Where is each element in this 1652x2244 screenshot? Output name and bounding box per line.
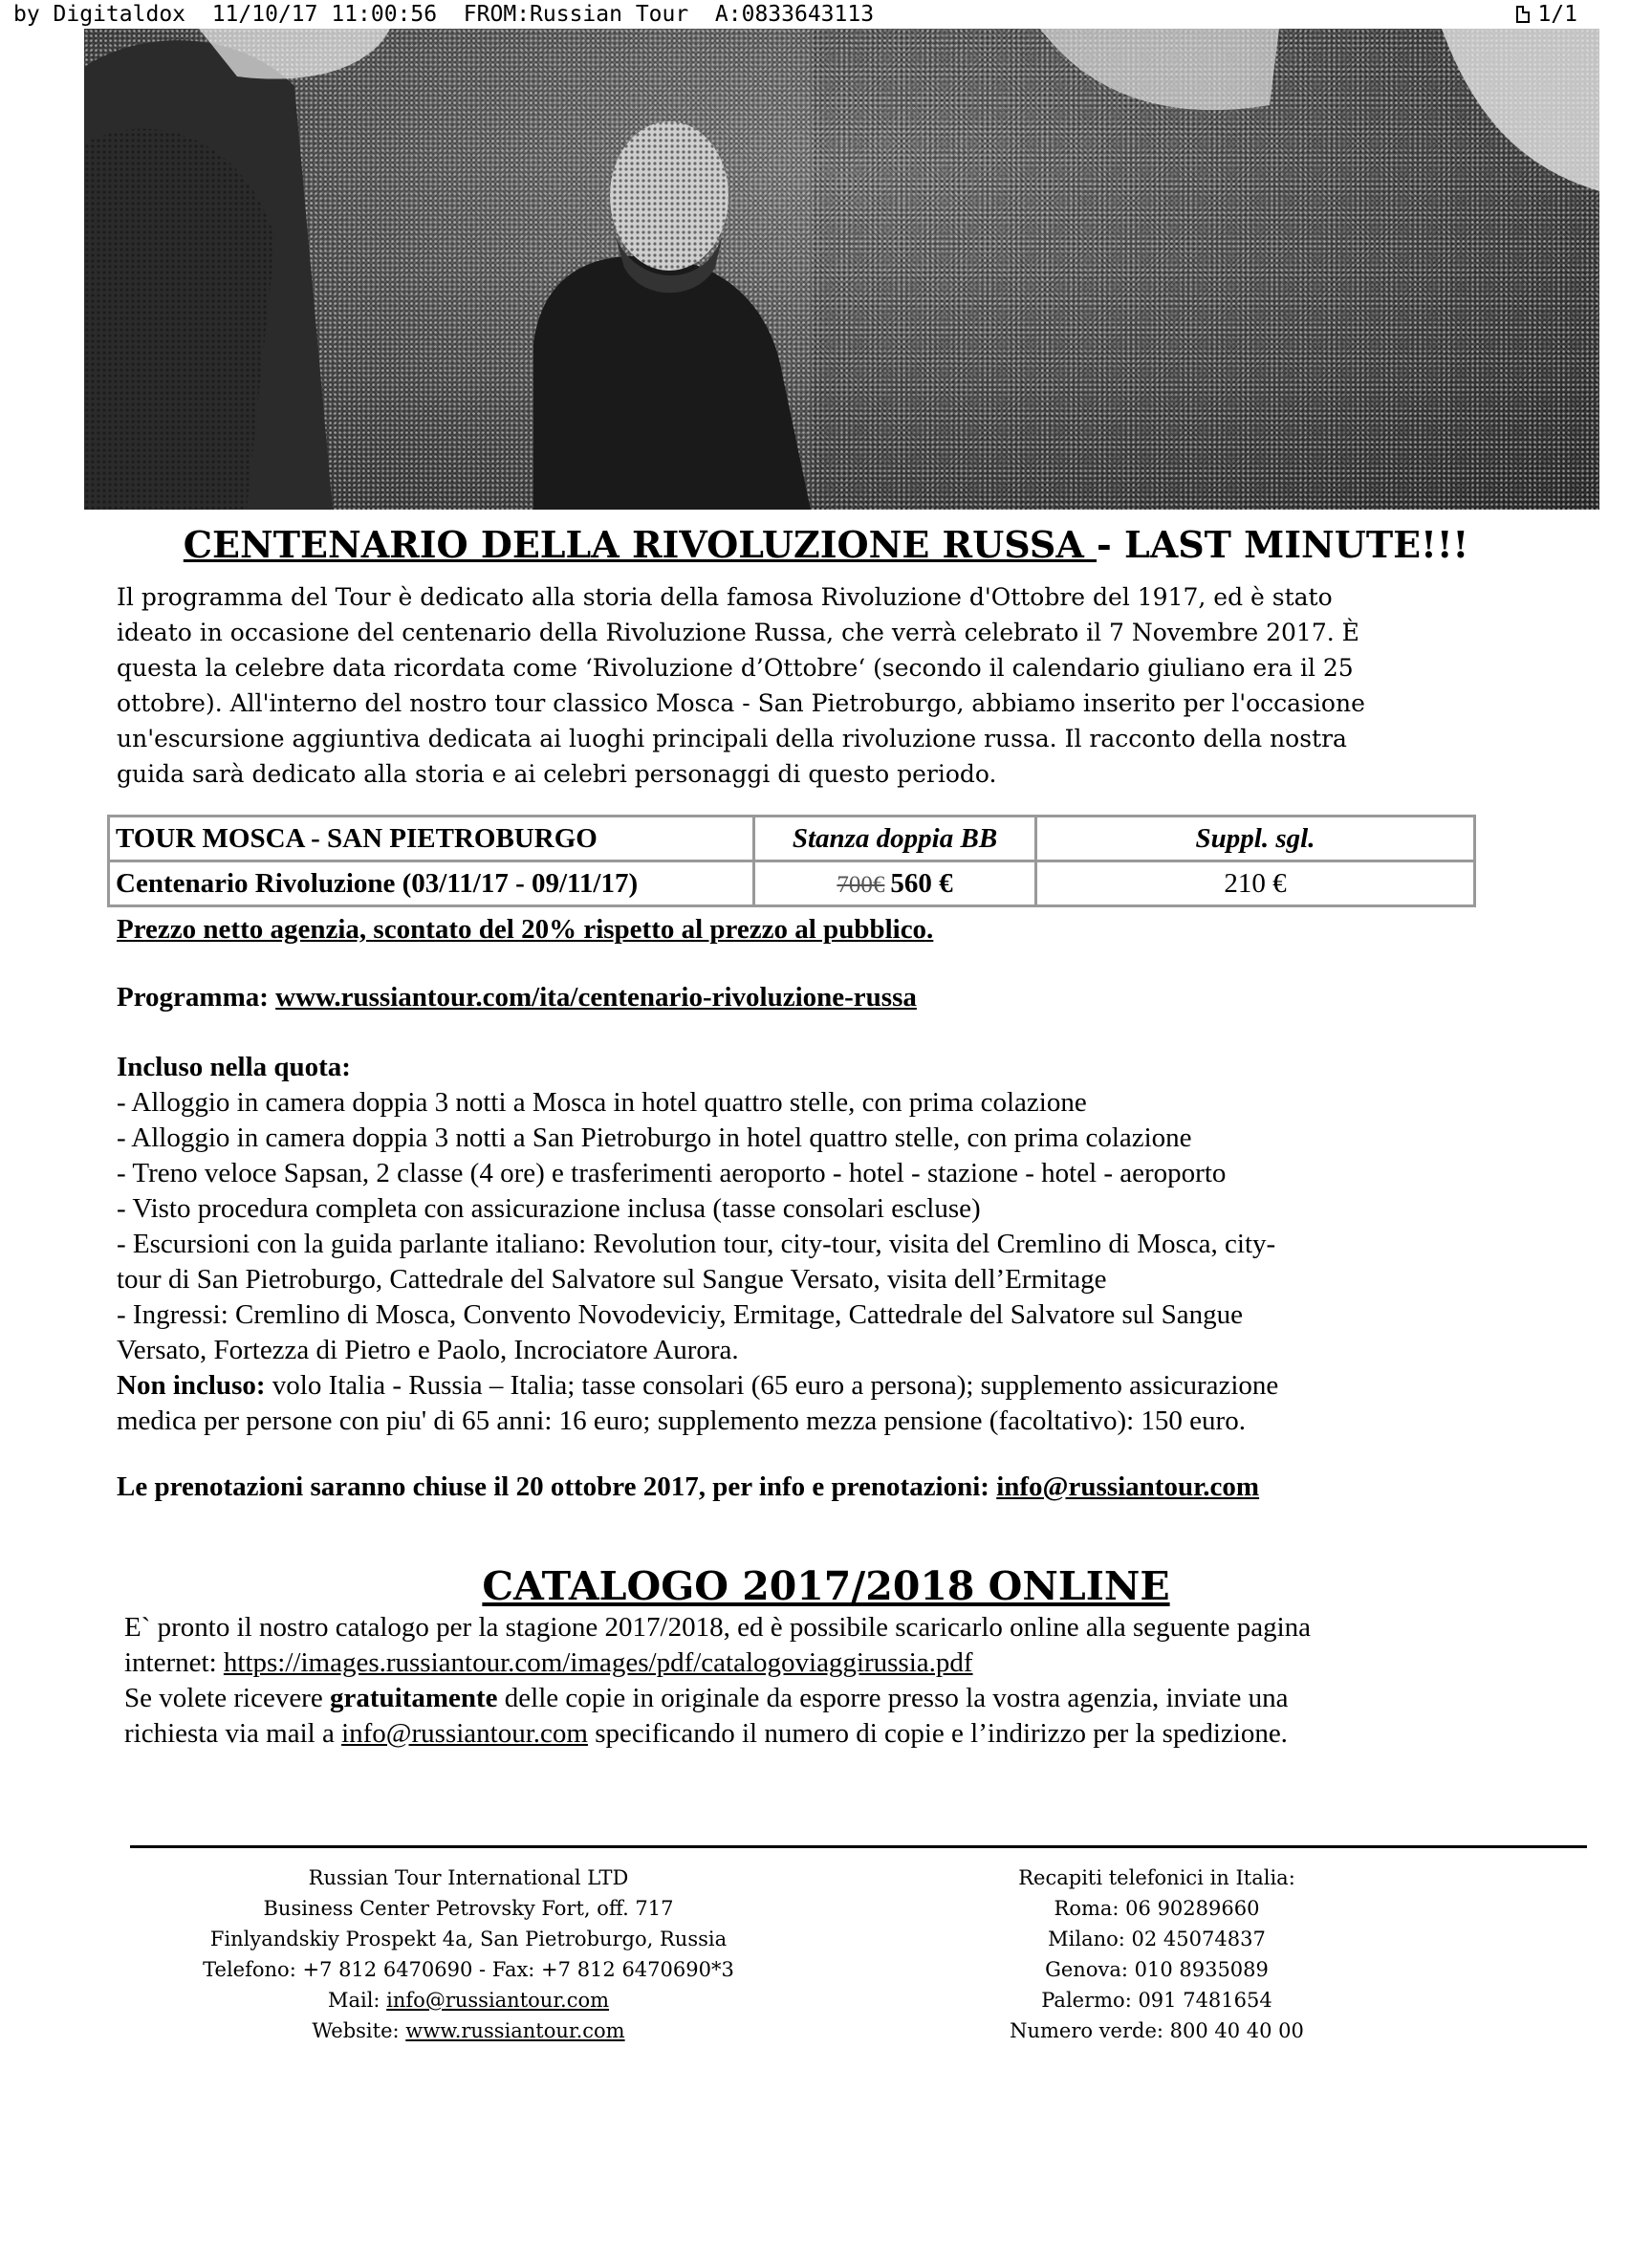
booking-text: Le prenotazioni saranno chiuse il 20 ottobre 2017, per info e prenotazioni: <box>117 1471 997 1502</box>
cell-tour-name: Centenario Rivoluzione (03/11/17 - 09/11/17) <box>109 861 754 906</box>
old-price: 700€ <box>837 871 885 898</box>
booking-line <box>117 1470 1503 1505</box>
phone-toll-free: Numero verde: 800 40 40 00 <box>1010 2019 1304 2042</box>
footer-divider <box>130 1845 1587 1848</box>
not-included-line <box>117 1368 1503 1404</box>
catalog-line4-prefix: richiesta via mail a <box>124 1718 342 1749</box>
phone-rome: Roma: 06 90289660 <box>1054 1897 1260 1920</box>
header-tour: TOUR MOSCA - SAN PIETROBURGO <box>109 817 754 861</box>
footer-company <box>143 1863 793 2046</box>
catalog-title: CATALOGO 2017/2018 ONLINE <box>482 1563 1170 1609</box>
included-item: - Alloggio in camera doppia 3 notti a San Pietroburgo in hotel quattro stelle, con prima colazione <box>117 1122 1192 1153</box>
catalog-paragraph <box>124 1610 1539 1752</box>
price-table-header <box>109 817 1475 861</box>
catalog-line <box>124 1645 1539 1681</box>
catalog-line <box>124 1681 1539 1716</box>
cell-single-supplement: 210 € <box>1036 861 1475 906</box>
header-single-supplement: Suppl. sgl. <box>1036 817 1475 861</box>
cell-double-price <box>754 861 1036 906</box>
intro-line: ideato in occasione del centenario della Rivoluzione Russa, che verrà celebrato il 7 Novembre 2017. È <box>117 619 1359 646</box>
catalog-line4-suffix: specificando il numero di copie e l’indirizzo per la spedizione. <box>587 1718 1288 1749</box>
included-section <box>117 1050 1503 1439</box>
fax-page-number: 1/1 <box>1537 2 1577 27</box>
included-item: - Treno veloce Sapsan, 2 classe (4 ore) e trasferimenti aeroporto - hotel - stazione - hotel - aeroporto <box>117 1158 1227 1188</box>
booking-email-link[interactable]: info@russiantour.com <box>996 1471 1260 1502</box>
included-item: - Alloggio in camera doppia 3 notti a Mosca in hotel quattro stelle, con prima colazione <box>117 1087 1087 1118</box>
phone-milan: Milano: 02 45074837 <box>1048 1928 1266 1950</box>
included-item: Versato, Fortezza di Pietro e Paolo, Incrociatore Aurora. <box>117 1335 739 1365</box>
catalog-line3-prefix: Se volete ricevere <box>124 1683 330 1713</box>
program-link[interactable]: www.russiantour.com/ita/centenario-rivoluzione-russa <box>275 982 917 1013</box>
included-title: Incluso nella quota: <box>117 1052 351 1082</box>
catalog-line2-prefix: internet: <box>124 1647 224 1678</box>
not-included-label: Non incluso: <box>117 1370 266 1401</box>
page-icon <box>1516 6 1530 23</box>
company-address: Finlyandskiy Prospekt 4a, San Pietroburgo, Russia <box>209 1928 728 1950</box>
price-table <box>107 815 1476 907</box>
headline-underlined: CENTENARIO DELLA RIVOLUZIONE RUSSA <box>183 523 1098 566</box>
included-item: - Escursioni con la guida parlante italiano: Revolution tour, city-tour, visita del Cremlino di Mosca, city- <box>117 1229 1276 1259</box>
company-building: Business Center Petrovsky Fort, off. 717 <box>263 1897 674 1920</box>
hero-illustration <box>84 29 1599 510</box>
mail-label: Mail: <box>327 1989 387 2012</box>
fax-header-text: by Digitaldox 11/10/17 11:00:56 FROM:Russian Tour A:0833643113 <box>13 2 875 27</box>
footer-website-link[interactable]: www.russiantour.com <box>405 2019 625 2042</box>
catalog-line <box>124 1716 1539 1752</box>
net-price-note: Prezzo netto agenzia, scontato del 20% rispetto al prezzo al pubblico. <box>117 914 934 945</box>
intro-line: ottobre). All'interno del nostro tour classico Mosca - San Pietroburgo, abbiamo inserito per l'occasione <box>117 689 1365 717</box>
not-included-text: volo Italia - Russia – Italia; tasse consolari (65 euro a persona); supplemento assicurazione <box>265 1370 1279 1401</box>
catalog-pdf-link[interactable]: https://images.russiantour.com/images/pdf/catalogoviaggirussia.pdf <box>223 1647 973 1678</box>
headline-rest: - LAST MINUTE!!! <box>1097 523 1469 566</box>
fax-header <box>0 0 1652 29</box>
catalog-line3-suffix: delle copie in originale da esporre presso la vostra agenzia, inviate una <box>497 1683 1289 1713</box>
headline <box>0 522 1652 568</box>
included-item: tour di San Pietroburgo, Cattedrale del Salvatore sul Sangue Versato, visita dell’Ermitage <box>117 1264 1107 1295</box>
footer-phones <box>975 1863 1338 2046</box>
website-label: Website: <box>312 2019 406 2042</box>
company-phone: Telefono: +7 812 6470690 - Fax: +7 812 6470690*3 <box>203 1958 734 1981</box>
company-mail <box>143 1985 793 2015</box>
intro-line: Il programma del Tour è dedicato alla storia della famosa Rivoluzione d'Ottobre del 1917, ed è stato <box>117 583 1333 611</box>
intro-line: questa la celebre data ricordata come ‘Rivoluzione d’Ottobre‘ (secondo il calendario giuliano era il 25 <box>117 654 1354 682</box>
phone-palermo: Palermo: 091 7481654 <box>1041 1989 1272 2012</box>
included-item: - Visto procedura completa con assicurazione inclusa (tasse consolari escluse) <box>117 1193 981 1224</box>
catalog-line: E` pronto il nostro catalogo per la stagione 2017/2018, ed è possibile scaricarlo online alla seguente pagina <box>124 1612 1311 1643</box>
catalog-free-word: gratuitamente <box>329 1683 498 1713</box>
phone-genoa: Genova: 010 8935089 <box>1045 1958 1269 1981</box>
intro-paragraph <box>117 579 1493 792</box>
new-price: 560 € <box>890 867 953 899</box>
program-label: Programma: <box>117 982 276 1013</box>
catalog-email-link[interactable]: info@russiantour.com <box>341 1718 588 1749</box>
intro-line: guida sarà dedicato alla storia e ai celebri personaggi di questo periodo. <box>117 760 997 788</box>
included-item: - Ingressi: Cremlino di Mosca, Convento Novodeviciy, Ermitage, Cattedrale del Salvatore sul Sangue <box>117 1299 1243 1330</box>
company-name: Russian Tour International LTD <box>308 1866 629 1889</box>
intro-line: un'escursione aggiuntiva dedicata ai luoghi principali della rivoluzione russa. Il racconto della nostra <box>117 725 1347 752</box>
price-table-row <box>109 861 1475 906</box>
fax-page-counter <box>1516 0 1577 29</box>
footer-mail-link[interactable]: info@russiantour.com <box>386 1989 610 2012</box>
phones-title: Recapiti telefonici in Italia: <box>1018 1866 1295 1889</box>
header-double-room: Stanza doppia BB <box>754 817 1036 861</box>
company-website <box>143 2015 793 2046</box>
hero-photo <box>84 29 1599 510</box>
program-line <box>117 980 1503 1015</box>
not-included-line: medica per persone con piu' di 65 anni: 16 euro; supplemento mezza pensione (facoltativo): 150 euro. <box>117 1405 1246 1436</box>
